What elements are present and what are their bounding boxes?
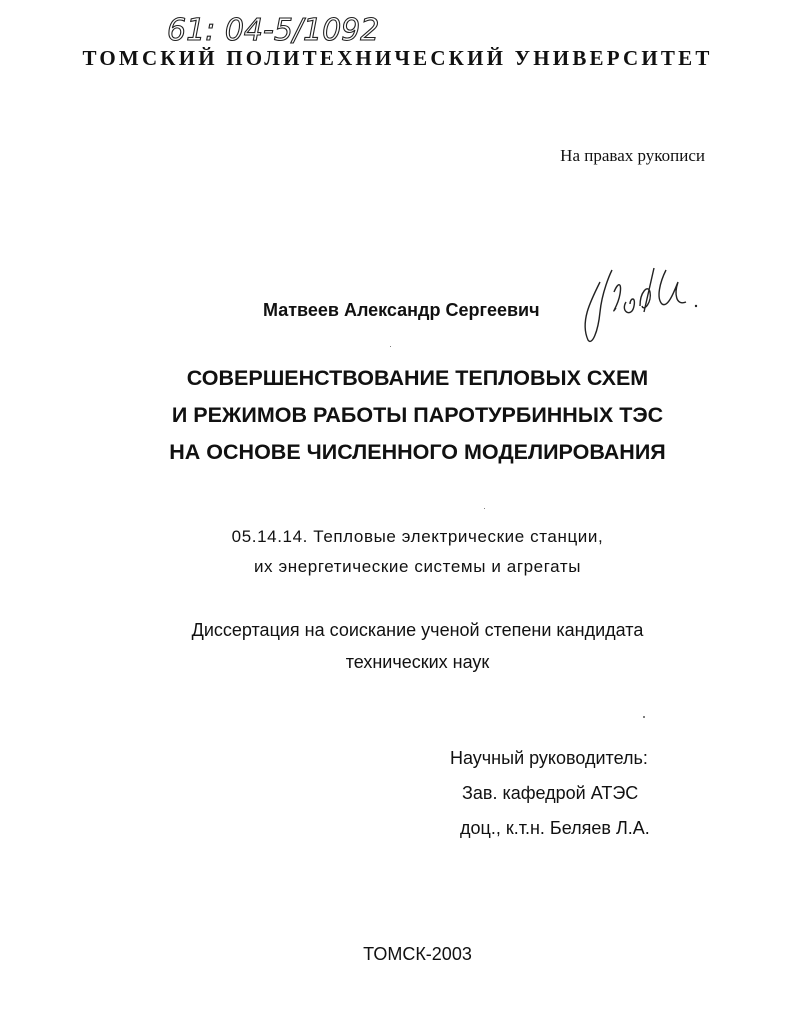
city-year: ТОМСК-2003: [363, 944, 472, 964]
university-name: ТОМСКИЙ ПОЛИТЕХНИЧЕСКИЙ УНИВЕРСИТЕТ: [82, 46, 713, 70]
title-line-3: НА ОСНОВЕ ЧИСЛЕННОГО МОДЕЛИРОВАНИЯ: [169, 440, 666, 464]
author-signature: [570, 262, 710, 352]
title-line-2: И РЕЖИМОВ РАБОТЫ ПАРОТУРБИННЫХ ТЭС: [171, 403, 664, 427]
scan-speck: [484, 508, 485, 509]
scan-speck: [643, 716, 645, 718]
degree-line-2: технических наук: [345, 652, 490, 672]
degree-statement: [0, 614, 795, 678]
author-name: Матвеев Александр Сергеевич: [263, 300, 540, 320]
rights-note: На правах рукописи: [560, 146, 705, 165]
supervisor-heading: Научный руководитель:: [450, 748, 648, 768]
scan-speck: [390, 346, 391, 347]
degree-line-1: Диссертация на соискание ученой степени кандидата: [191, 620, 644, 640]
title-line-1: СОВЕРШЕНСТВОВАНИЕ ТЕПЛОВЫХ СХЕМ: [186, 366, 649, 390]
dissertation-title: [0, 360, 795, 471]
specialty-line-1: 05.14.14. Тепловые электрические станции,: [231, 527, 604, 546]
supervisor-position: Зав. кафедрой АТЭС: [462, 783, 639, 803]
specialty-code: [0, 522, 795, 582]
archive-number-text: 61: 04-5/1092: [167, 13, 380, 48]
specialty-line-2: их энергетические системы и агрегаты: [253, 557, 582, 576]
supervisor-name: доц., к.т.н. Беляев Л.А.: [460, 818, 650, 838]
